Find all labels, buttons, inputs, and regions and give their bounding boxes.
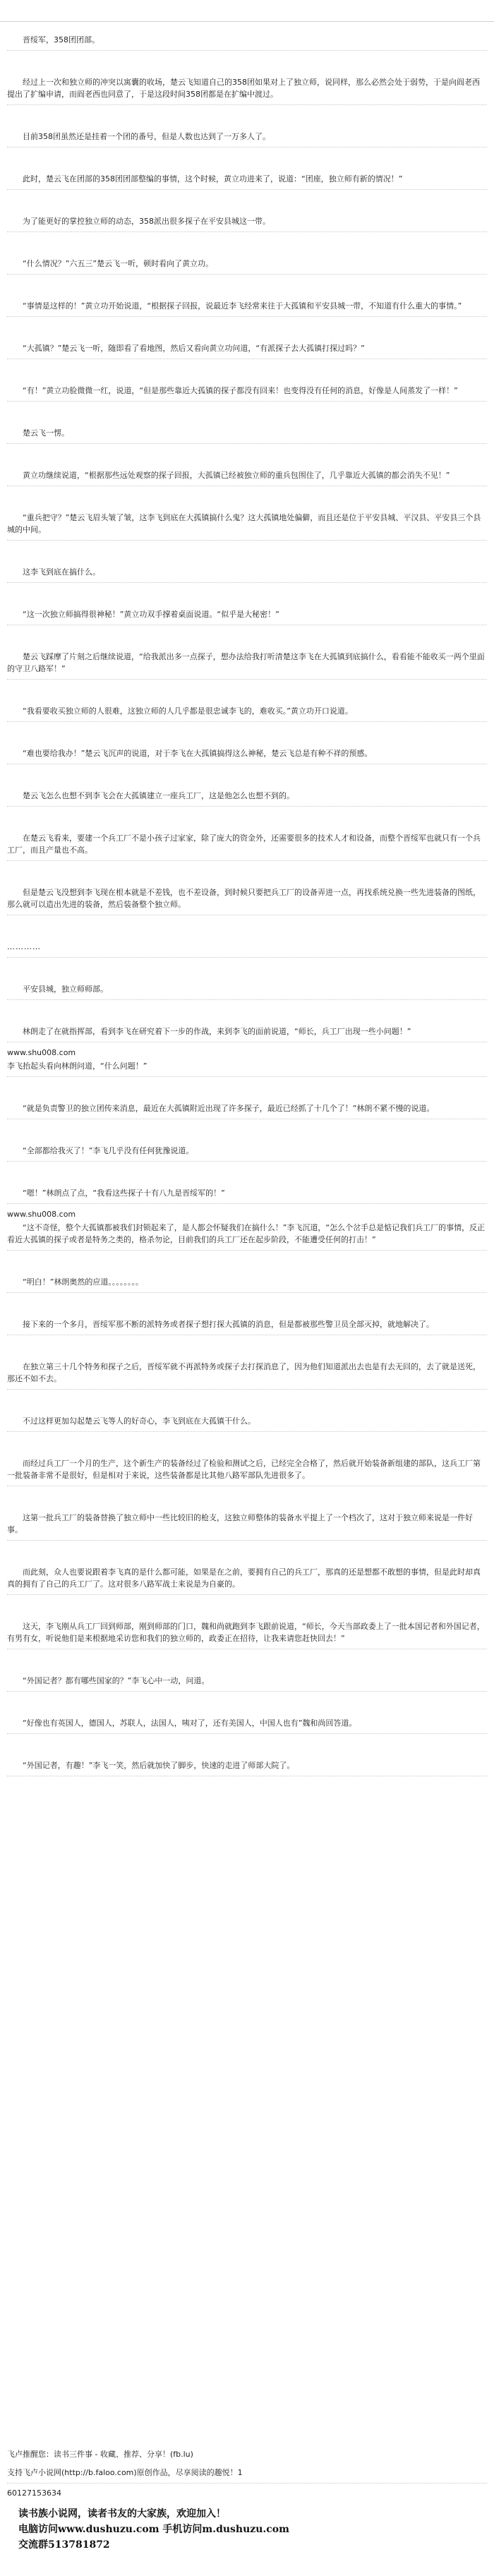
paragraph: 这第一批兵工厂的装备替换了独立师中一些比较旧的枪支，这独立师整体的装备水平提上了一个档次了，这对于独立师来说是一件好事。 bbox=[7, 1512, 487, 1541]
paragraph: “这一次独立师搞得很神秘！”黄立功双手撑着桌面说道。“似乎是大秘密！” bbox=[7, 608, 487, 625]
paragraph: “明白！”林朗奥然的应道。。。。。。。。 bbox=[7, 1276, 487, 1293]
paragraph: 楚云飞怎么也想不到李飞会在大孤镇建立一座兵工厂，这是他怎么也想不到的。 bbox=[7, 790, 487, 807]
paragraph: “重兵把守？”楚云飞眉头皱了皱，这李飞到底在大孤镇搞什么鬼？这大孤镇地处偏僻，而且还是位于平安县城、平汉县、平安县三个县城的中间。 bbox=[7, 512, 487, 541]
paragraph: 为了能更好的掌控独立师的动态，358派出很多探子在平安县城这一带。 bbox=[7, 215, 487, 232]
paragraph: “外国记者，有趣！”李飞一笑，然后就加快了脚步，快速的走进了师部大院了。 bbox=[7, 1759, 487, 1776]
paragraph: “难也要给我办！”楚云飞沉声的说道，对于李飞在大孤镇搞得这么神秘，楚云飞总是有种不祥的预感。 bbox=[7, 747, 487, 764]
paragraph: “有！”黄立功脸微微一红，说道，“但是那些靠近大孤镇的探子都没有回来！也变得没有任何的消息，好像是人间蒸发了一样！” bbox=[7, 385, 487, 402]
paragraph: “我看要收买独立师的人很难，这独立师的人几乎都是很忠诚李飞的，难收买。”黄立功开口说道。 bbox=[7, 705, 487, 722]
paragraph: 平安县城，独立师师部。 bbox=[7, 983, 487, 1000]
paragraph: 林朗走了在就指挥部，看到李飞在研究着下一步的作战，来到李飞的面前说道，“师长，兵工厂出现一些小问题！” bbox=[7, 1025, 487, 1042]
paragraph: “全部都给我灭了！”李飞几乎没有任何犹豫说道。 bbox=[7, 1145, 487, 1162]
paragraph: 晋绥军，358团团部。 bbox=[7, 34, 487, 51]
paragraph: 这李飞到底在搞什么。 bbox=[7, 566, 487, 583]
chapter-body bbox=[7, 34, 487, 1802]
section-divider: ………… bbox=[7, 941, 487, 958]
paragraph: “就是负责警卫的独立团传来消息，最近在大孤镇附近出现了许多探子，最近已经抓了十几个了！”林朗不紧不慢的说道。 bbox=[7, 1102, 487, 1119]
paragraph: 在独立第三十几个特务和探子之后，晋绥军就不再派特务或探子去打探消息了，因为他们知道派出去也是有去无回的，去了就是送死，那还不如不去。 bbox=[7, 1361, 487, 1390]
paragraph: “什么情况？”六五三”楚云飞一听，顿时看向了黄立功。 bbox=[7, 258, 487, 275]
paragraph: 而此刻，众人也要说跟着李飞真的是什么都可能，如果是在之前，要拥有自己的兵工厂，那真的还是想都不敢想的事情，但是此时却真真的拥有了自己的兵工厂了。这对很多八路军战士来说是为自豪的。 bbox=[7, 1566, 487, 1595]
paragraph: “大孤镇？”楚云飞一听，随即看了看地图，然后又看向黄立功问道，“有派探子去大孤镇打探过吗？” bbox=[7, 342, 487, 359]
paragraph: 黄立功继续说道，“根据那些远处观察的探子回报，大孤镇已经被独立师的重兵包围住了，几乎靠近大孤镇的都会消失不见！” bbox=[7, 469, 487, 486]
paragraph: “嗯！”林朗点了点，“我看这些探子十有八九是晋绥军的！” bbox=[7, 1187, 487, 1204]
top-divider bbox=[0, 21, 494, 22]
promo-group: 交流群513781872 bbox=[18, 2539, 110, 2551]
paragraph: 此时，楚云飞在团部的358团团部整编的事情，这个时候，黄立功进来了，说道：“团座，独立师有新的情况！” bbox=[7, 173, 487, 190]
paragraph: “好像也有英国人，德国人，苏联人，法国人，咦对了，还有美国人，中国人也有”魏和尚回答道。 bbox=[7, 1717, 487, 1734]
paragraph: 楚云飞踩摩了片刻之后继续说道，“给我派出多一点探子，想办法给我打听清楚这李飞在大孤镇到底搞什么，看看能不能收买一两个里面的守卫八路军！” bbox=[7, 651, 487, 680]
paragraph: 接下来的一个多月，晋绥军那不断的派特务或者探子想打探大孤镇的消息，但是都被那些警卫员全部灭掉，就地解决了。 bbox=[7, 1318, 487, 1335]
paragraph: 楚云飞一愣。 bbox=[7, 427, 487, 444]
paragraph: 目前358团虽然还是挂着一个团的番号，但是人数也达到了一万多人了。 bbox=[7, 131, 487, 148]
promo-slogan: 读书族小说网，读者书友的大家族，欢迎加入！ bbox=[18, 2508, 226, 2520]
paragraph: 在楚云飞看来，要建一个兵工厂不是小孩子过家家，除了庞大的资金外，还需要很多的技术人才和设备，而整个晋绥军也就只有一个兵工厂，而且产量也不高。 bbox=[7, 832, 487, 861]
paragraph: 李飞抬起头看向林朗问道，“什么问题！” bbox=[7, 1060, 487, 1077]
paragraph: 但是楚云飞没想到李飞现在根本就是不差钱，也不差设备，到时候只要把兵工厂的设备弄进一点，再找系统兑换一些先进装备的图纸，那么就可以造出先进的装备，然后装备整个独立师。 bbox=[7, 886, 487, 915]
top-bar bbox=[0, 0, 494, 25]
paragraph: “这不奇怪，整个大孤镇都被我们封锁起来了，是人都会怀疑我们在搞什么！”李飞沉道，“怎么个岔手总是惦记我们兵工厂的事情，反正看近大孤镇的探子或者是特务之类的，格杀勿论，目前我们的兵工厂还在起步阶段，不能遭受任何的打击！” bbox=[7, 1222, 487, 1251]
paragraph: 这天，李飞刚从兵工厂回到师部，刚到师部的门口，魏和尚就跑到李飞跟前说道，“师长，今天当部政委上了一批本国记者和外国记者，有男有女，听说他们是来根据地采访您和我们的独立师的，政委正在招待，让我来请您赶快回去！” bbox=[7, 1620, 487, 1649]
paragraph: 而经过兵工厂一个月的生产，这个新生产的装备经过了检验和测试之后，已经完全合格了，然后就开始装备新组建的部队，这兵工厂第一批装备非常不是很好，但是相对于来说，这些装备都是比其他八路军部队先进很多了。 bbox=[7, 1457, 487, 1486]
id-number: 60127153634 bbox=[7, 2488, 61, 2498]
paragraph: “外国记者？都有哪些国家的？”李飞心中一动，问道。 bbox=[7, 1675, 487, 1692]
site-watermark: www.shu008.com bbox=[7, 1048, 76, 1057]
paragraph: 经过上一次和独立师的冲突以寓囊的收场，楚云飞知道自己的358团如果对上了独立师，说同样，那么必然会处于弱势，于是向阎老西提出了扩编申请，而阎老西也同意了，于是这段时间358团都是在扩编中渡过。 bbox=[7, 76, 487, 105]
paragraph: 不过这样更加勾起楚云飞等人的好奇心，李飞到底在大孤镇干什么。 bbox=[7, 1415, 487, 1432]
paragraph: “事情是这样的！”黄立功开始说道，“根据探子回报，说最近李飞经常来往于大孤镇和平安县城一带，不知道有什么重大的事情。” bbox=[7, 300, 487, 317]
support-note: 支持飞卢小说网(http://b.faloo.com)原创作品，尽享阅读的趣悦！1 bbox=[7, 2467, 487, 2484]
site-watermark: www.shu008.com bbox=[7, 1210, 76, 1219]
promo-urls[interactable]: 电脑访问www.dushuzu.com 手机访问m.dushuzu.com bbox=[18, 2524, 289, 2535]
reading-tip: 飞卢推醒您：读书三件事 - 收藏、推荐、分享！(fb.lu) bbox=[7, 2450, 193, 2459]
chapter-footer bbox=[7, 2449, 487, 2553]
